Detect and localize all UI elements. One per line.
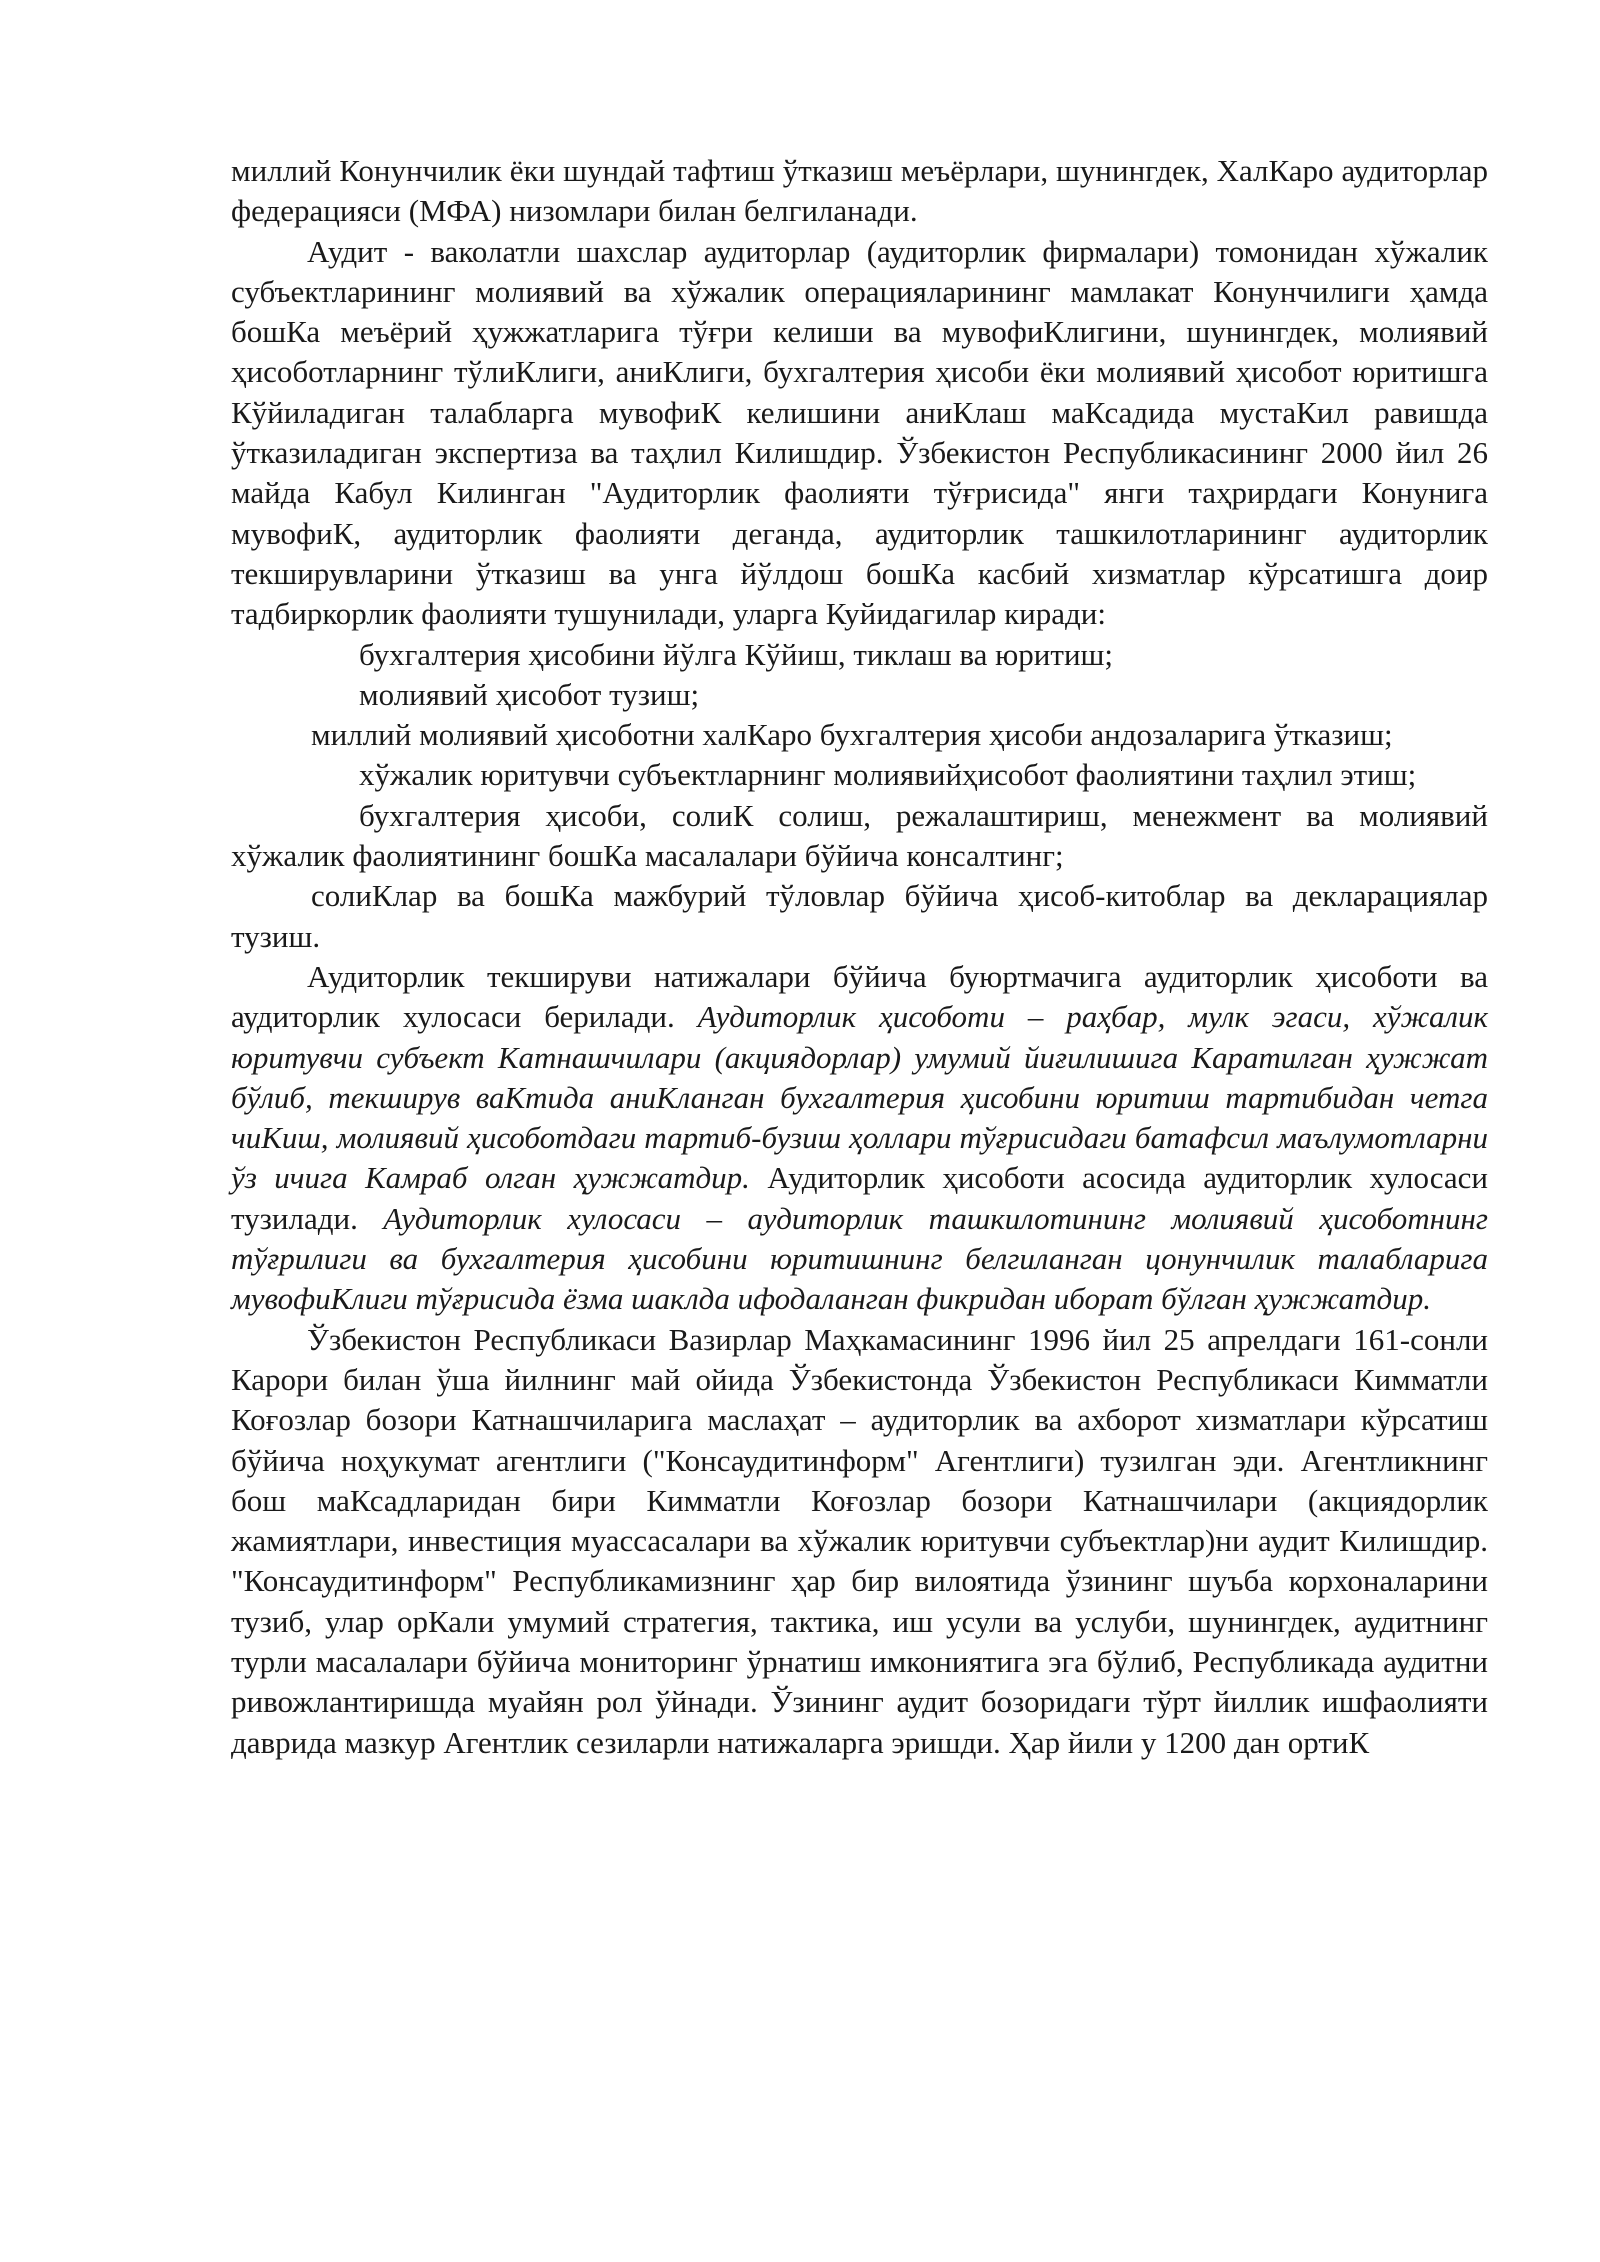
text-run: Аудиторлик ҳисоботи асосида аудиторлик хулосаси тузилади. [231, 1160, 1488, 1236]
paragraph-audit-report [231, 957, 1488, 1320]
definition-audit-conclusion: Аудиторлик хулосаси – аудиторлик ташкилотининг молиявий ҳисоботнинг тўғрилиги ва бухгалтерия ҳисобини юритишнинг белгиланган цонунчилик талабларига мувофиКлиги тўғрисида ёзма шаклда ифодаланган фикридан иборат бўлган ҳужжатдир. [231, 1200, 1488, 1317]
list-item: бухгалтерия ҳисоби, солиК солиш, режалаштириш, менежмент ва молиявий хўжалик фаолиятининг бошКа масалалари бўйича консалтинг; [231, 797, 1488, 874]
definition-audit-report: Аудиторлик ҳисоботи – раҳбар, мулк эгаси, хўжалик юритувчи субъект Катнашчилари (акциядорлар) умумий йиғилишига Каратилган ҳужжат бўлиб, текширув ваКтида аниКланган бухгалтерия ҳисобини юритиш тартибидан четга чиКиш, молиявий ҳисоботдаги тартиб-бузиш ҳоллари тўғрисидаги батафсил маълумотларни ўз ичига Камраб олган ҳужжатдир. [231, 999, 1489, 1196]
document-body [231, 151, 1488, 1763]
list-item: бухгалтерия ҳисобини йўлга Кўйиш, тиклаш ва юритиш; [359, 636, 1114, 672]
paragraph-agency-history: Ўзбекистон Республикаси Вазирлар Маҳкамасининг 1996 йил 25 апрелдаги 161-сонли Карори билан ўша йилнинг май ойида Ўзбекистонда Ўзбекистон Республикаси Кимматли Коғозлар бозори Катнашчиларига маслаҳат – аудиторлик ва ахборот хизматлари кўрсатиш бўйича ноҳукумат агентлиги ("Консаудитинформ" Агентлиги) тузилган эди. Агентликнинг бош маКсадларидан бири Кимматли Коғозлар бозори Катнашчилари (акциядорлик жамиятлари, инвестиция муассасалари ва хўжалик юритувчи субъектлар)ни аудит Килишдир. "Консаудитинформ" Республикамизнинг ҳар бир вилоятида ўзининг шуъба корхоналарини тузиб, улар орКали умумий стратегия, тактика, иш усули ва услуби, шунингдек, аудитнинг турли масалалари бўйича мониторинг ўрнатиш имкониятига эга бўлиб, Республикада аудитни ривожлантиришда муайян рол ўйнади. Ўзининг аудит бозоридаги тўрт йиллик ишфаолияти даврида мазкур Агентлик сезиларли натижаларга эришди. Ҳар йили у 1200 дан ортиК [231, 1321, 1488, 1760]
paragraph-continuation: миллий Конунчилик ёки шундай тафтиш ўтказиш меъёрлари, шунингдек, ХалКаро аудиторлар федерацияси (МФА) низомлари билан белгиланади. [231, 153, 1488, 229]
list-item: молиявий ҳисобот тузиш; [359, 676, 700, 712]
list-item: миллий молиявий ҳисоботни халКаро бухгалтерия ҳисоби андозаларига ўтказиш; [311, 717, 1393, 753]
paragraph-audit-definition: Аудит - ваколатли шахслар аудиторлар (аудиторлик фирмалари) томонидан хўжалик субъектларининг молиявий ва хўжалик операцияларининг мамлакат Конунчилиги ҳамда бошКа меъёрий ҳужжатларига тўғри келиши ва мувофиКлигини, шунингдек, молиявий ҳисоботларнинг тўлиКлиги, аниКлиги, бухгалтерия ҳисоби ёки молиявий ҳисобот юритишга Кўйиладиган талабларга мувофиК келишини аниКлаш маКсадида мустаКил равишда ўтказиладиган экспертиза ва таҳлил Килишдир. Ўзбекистон Республикасининг 2000 йил 26 майда Кабул Килинган "Аудиторлик фаолияти тўғрисида" янги таҳрирдаги Конунига мувофиК, аудиторлик фаолияти деганда, аудиторлик ташкилотларининг аудиторлик текширувларини ўтказиш ва унга йўлдош бошКа касбий хизматлар кўрсатишга доир тадбиркорлик фаолияти тушунилади, уларга Куйидагилар киради: [231, 233, 1488, 632]
list-item: хўжалик юритувчи субъектларнинг молиявийҳисобот фаолиятини таҳлил этиш; [359, 757, 1417, 793]
list-item: солиКлар ва бошКа мажбурий тўловлар бўйича ҳисоб-китоблар ва декларациялар тузиш. [231, 878, 1488, 954]
text-run: Аудиторлик текшируви натижалари бўйича буюртмачига аудиторлик ҳисоботи ва аудиторлик хулосаси берилади. [231, 958, 1488, 1035]
